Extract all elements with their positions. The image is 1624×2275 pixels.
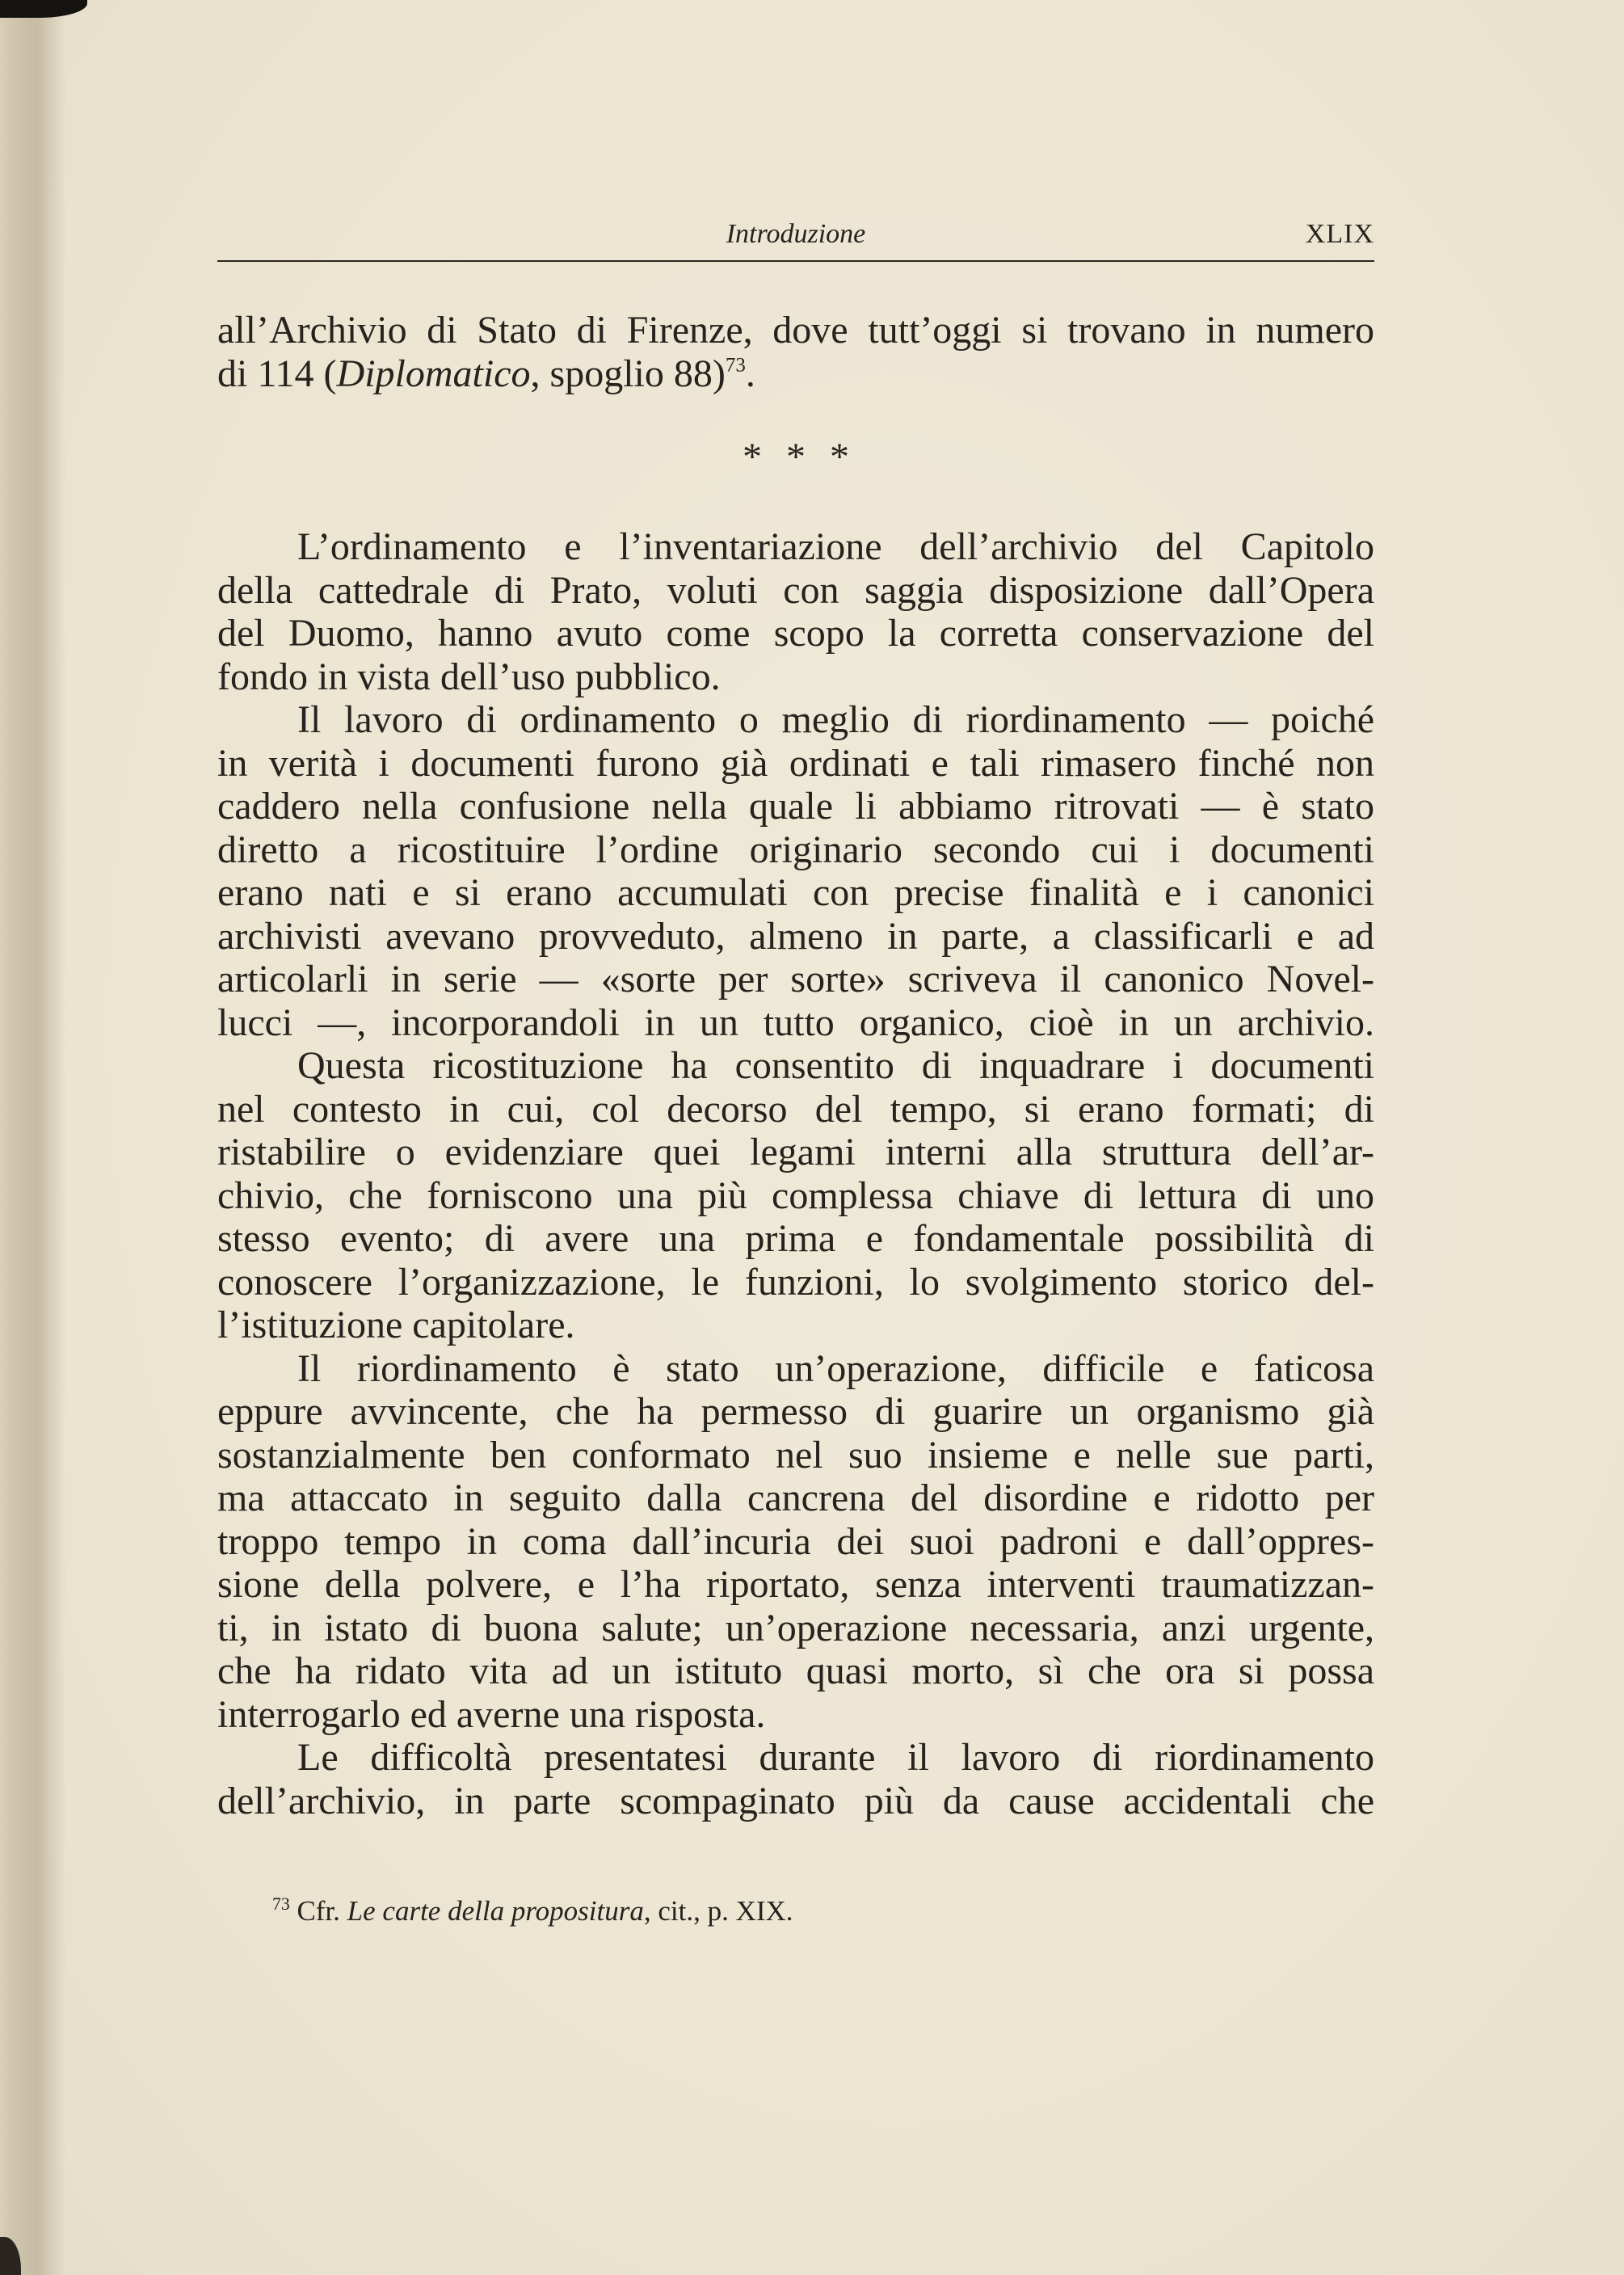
footnote-reference: 73 [725, 353, 746, 376]
footnote [272, 1894, 793, 1929]
footnote-prefix: Cfr. [297, 1895, 340, 1927]
paragraph [217, 1347, 1374, 1737]
text-line: stesso evento; di avere una prima e fondamentale possibilità di [217, 1217, 1374, 1260]
text-run: di 114 ( [217, 352, 337, 395]
text-line: nel contesto in cui, col decorso del tempo, si erano formati; di [217, 1087, 1374, 1131]
text-line: L’ordinamento e l’inventariazione dell’archivio del Capitolo [297, 525, 1374, 568]
paragraph [217, 525, 1374, 698]
continued-paragraph [217, 309, 1374, 395]
body-text [217, 525, 1374, 1822]
text-run: , spoglio 88) [530, 352, 726, 395]
text-line: troppo tempo in coma dall’incuria dei suoi padroni e dall’oppres- [217, 1519, 1374, 1563]
paragraph [217, 698, 1374, 1044]
text-line: Questa ricostituzione ha consentito di inquadrare i documenti [297, 1044, 1374, 1087]
text-run: . [745, 352, 755, 395]
text-line: conoscere l’organizzazione, le funzioni, lo svolgimento storico del- [217, 1260, 1374, 1304]
page-number: XLIX [1305, 219, 1374, 249]
header-rule [217, 260, 1374, 262]
text-line: sione della polvere, e l’ha riportato, senza interventi traumatizzan- [217, 1563, 1374, 1606]
text-line: che ha ridato vita ad un istituto quasi morto, sì che ora si possa [217, 1649, 1374, 1692]
text-line: ti, in istato di buona salute; un’operazione necessaria, anzi urgente, [217, 1606, 1374, 1649]
section-break-asterisks: * * * [743, 436, 849, 478]
text-line: lucci —, incorporandoli in un tutto organico, cioè in un archivio. [217, 1001, 1374, 1044]
paragraph [217, 1044, 1374, 1347]
footnote-cited-title: Le carte della propositura [347, 1895, 644, 1927]
text-line: ma attaccato in seguito dalla cancrena del disordine e ridotto per [217, 1477, 1374, 1519]
paragraph [217, 1736, 1374, 1822]
text-line: articolarli in serie — «sorte per sorte» scriveva il canonico Novel- [217, 958, 1374, 1001]
text-line: diretto a ricostituire l’ordine originario secondo cui i documenti [217, 828, 1374, 871]
text-line: sostanzialmente ben conformato nel suo insieme e nelle sue parti, [217, 1433, 1374, 1477]
footnote-number: 73 [272, 1894, 290, 1914]
text-line: erano nati e si erano accumulati con precise finalità e i canonici [217, 871, 1374, 914]
text-line: dell’archivio, in parte scompaginato più da cause accidentali che [217, 1779, 1374, 1822]
binding-shadow [0, 0, 66, 2275]
text-line: interrogarlo ed averne una risposta. [217, 1692, 766, 1736]
italic-title: Diplomatico [336, 352, 531, 395]
text-line: in verità i documenti furono già ordinati e tali rimasero finché non [217, 741, 1374, 785]
text-line: l’istituzione capitolare. [217, 1304, 575, 1346]
text-line: Le difficoltà presentatesi durante il lavoro di riordinamento [297, 1736, 1374, 1779]
text-line: fondo in vista dell’uso pubblico. [217, 655, 721, 698]
text-line: caddero nella confusione nella quale li abbiamo ritrovati — è stato [217, 785, 1374, 828]
text-line: archivisti avevano provveduto, almeno in parte, a classificarli e ad [217, 914, 1374, 958]
text-line [217, 352, 1374, 396]
text-line: Il riordinamento è stato un’operazione, difficile e faticosa [297, 1346, 1374, 1390]
text-line: eppure avvincente, che ha permesso di guarire un organismo già [217, 1390, 1374, 1433]
text-line: della cattedrale di Prato, voluti con saggia disposizione dall’Opera [217, 568, 1374, 612]
text-line: chivio, che forniscono una più complessa chiave di lettura di uno [217, 1173, 1374, 1217]
text-line: all’Archivio di Stato di Firenze, dove tutt’oggi si trovano in numero [217, 309, 1374, 352]
text-line: Il lavoro di ordinamento o meglio di riordinamento — poiché [297, 698, 1374, 741]
text-line: del Duomo, hanno avuto come scopo la corretta conservazione del [217, 612, 1374, 655]
running-head-title: Introduzione [726, 219, 866, 249]
text-line: ristabilire o evidenziare quei legami interni alla struttura dell’ar- [217, 1131, 1374, 1173]
running-head [217, 218, 1374, 251]
scan-edge-shadow-top [0, 0, 87, 18]
footnote-suffix: , cit., p. XIX. [643, 1895, 793, 1927]
